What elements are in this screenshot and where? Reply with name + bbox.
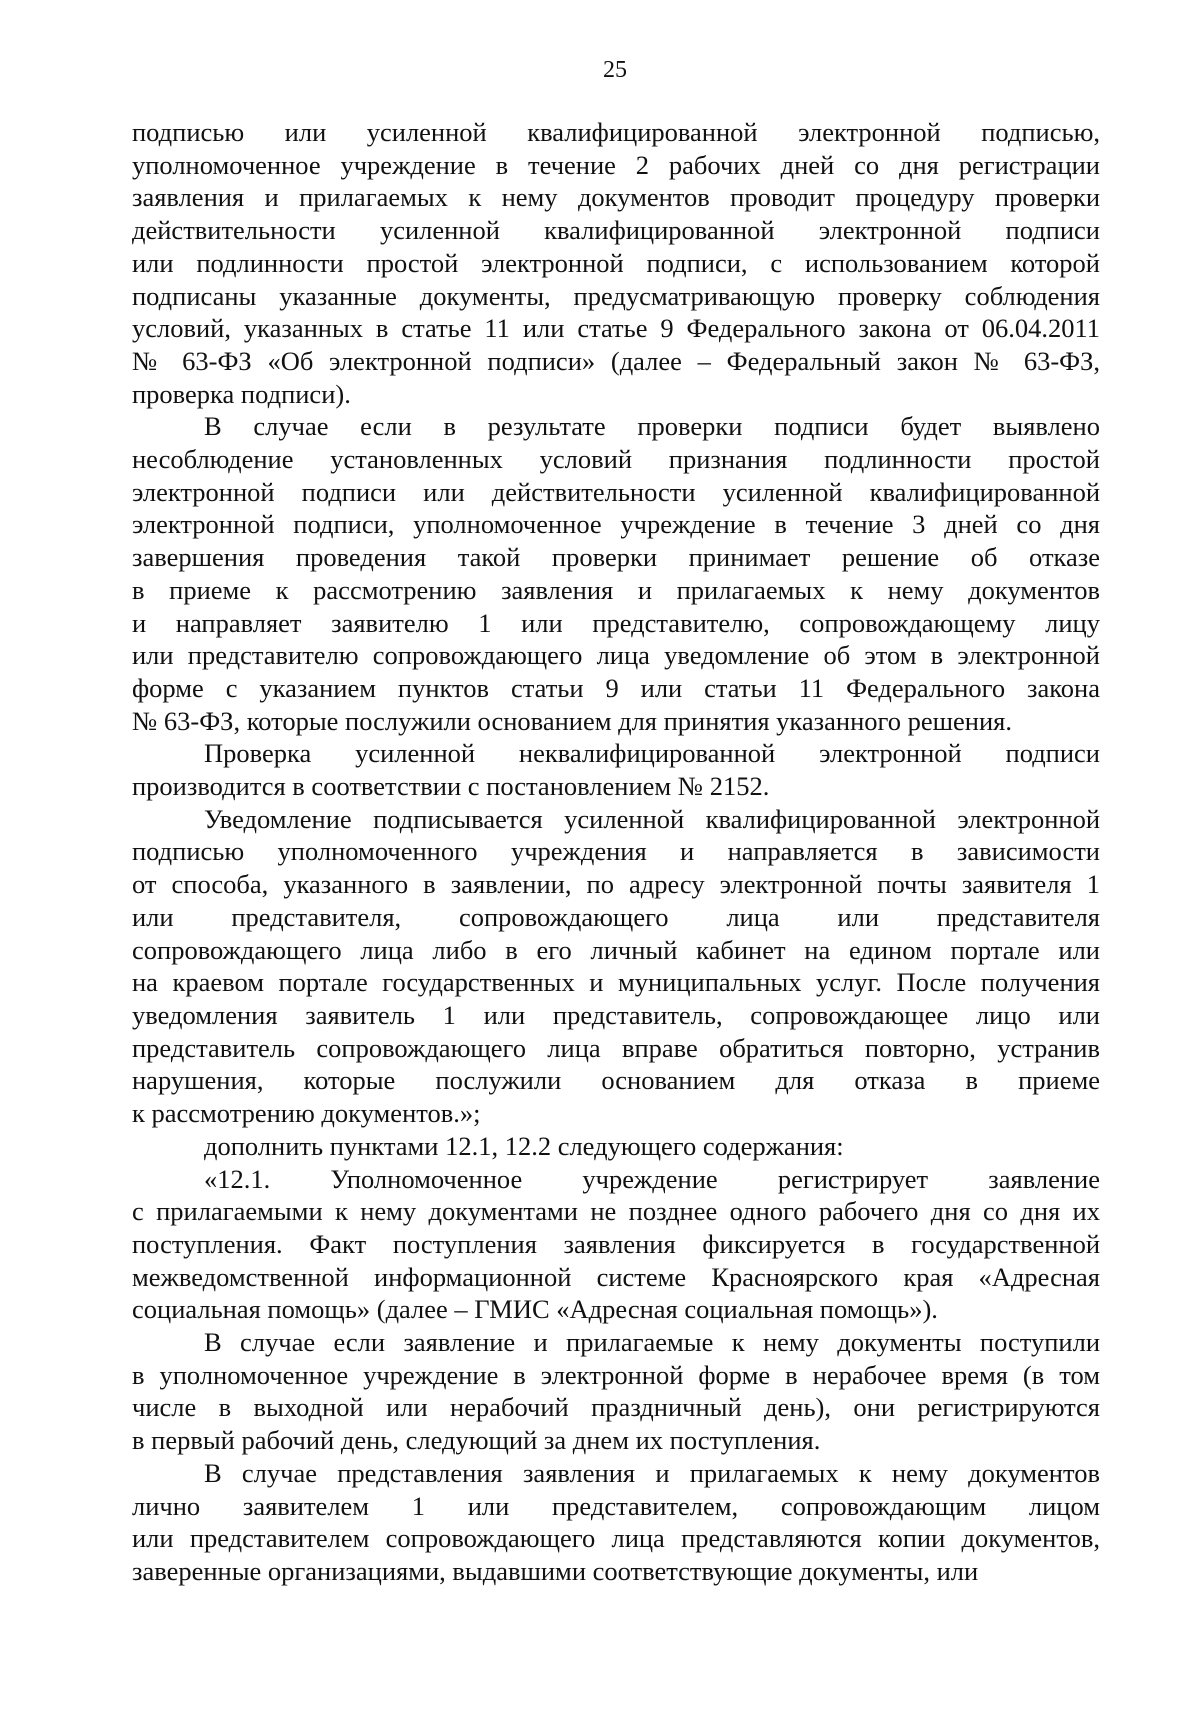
text-line: подписаны указанные документы, предусматривающую проверку соблюдения: [132, 280, 1100, 311]
text-line: форме с указанием пунктов статьи 9 или статьи 11 Федерального закона: [132, 672, 1100, 703]
text-line: электронной подписи или действительности усиленной квалифицированной: [132, 476, 1100, 507]
text-line: заявления и прилагаемых к нему документов проводит процедуру проверки: [132, 182, 1100, 213]
text-line: В случае представления заявления и прилагаемых к нему документов: [204, 1457, 1100, 1488]
text-line: с прилагаемыми к нему документами не позднее одного рабочего дня со дня их: [132, 1196, 1100, 1227]
text-line: уведомления заявитель 1 или представитель, сопровождающее лицо или: [132, 999, 1100, 1030]
paragraph: [132, 410, 1100, 737]
text-line: № 63-ФЗ «Об электронной подписи» (далее – Федеральный закон № 63-ФЗ,: [132, 345, 1100, 376]
text-line: или представителю сопровождающего лица уведомление об этом в электронной: [132, 640, 1100, 671]
text-line: уполномоченное учреждение в течение 2 рабочих дней со дня регистрации: [132, 149, 1100, 180]
text-line: представитель сопровождающего лица вправе обратиться повторно, устранив: [132, 1032, 1100, 1063]
text-line: сопровождающего лица либо в его личный кабинет на едином портале или: [132, 934, 1100, 965]
text-line: на краевом портале государственных и муниципальных услуг. После получения: [132, 967, 1100, 998]
text-line: от способа, указанного в заявлении, по адресу электронной почты заявителя 1: [132, 869, 1100, 900]
text-line: к рассмотрению документов.»;: [132, 1098, 481, 1129]
text-line: подписью уполномоченного учреждения и направляется в зависимости: [132, 836, 1100, 867]
text-line: В случае если заявление и прилагаемые к нему документы поступили: [204, 1327, 1100, 1358]
text-line: в приеме к рассмотрению заявления и прилагаемых к нему документов: [132, 574, 1100, 605]
paragraph: [132, 1326, 1100, 1457]
text-line: условий, указанных в статье 11 или статье 9 Федерального закона от 06.04.2011: [132, 313, 1100, 344]
text-line: заверенные организациями, выдавшими соответствующие документы, или: [132, 1555, 979, 1586]
text-line: или подлинности простой электронной подписи, с использованием которой: [132, 247, 1100, 278]
paragraph: [132, 1130, 1100, 1163]
text-line: в уполномоченное учреждение в электронной форме в нерабочее время (в том: [132, 1359, 1100, 1390]
text-line: несоблюдение установленных условий признания подлинности простой: [132, 444, 1100, 475]
text-line: подписью или усиленной квалифицированной электронной подписью,: [132, 117, 1100, 147]
text-line: производится в соответствии с постановлением № 2152.: [132, 771, 770, 802]
text-line: в первый рабочий день, следующий за днем их поступления.: [132, 1425, 821, 1456]
paragraph: [132, 803, 1100, 1130]
paragraph: [132, 1163, 1100, 1327]
text-line: межведомственной информационной системе Красноярского края «Адресная: [132, 1261, 1100, 1292]
text-line: нарушения, которые послужили основанием для отказа в приеме: [132, 1065, 1100, 1096]
text-line: дополнить пунктами 12.1, 12.2 следующего содержания:: [204, 1130, 844, 1161]
text-line: электронной подписи, уполномоченное учреждение в течение 3 дней со дня: [132, 509, 1100, 540]
text-line: завершения проведения такой проверки принимает решение об отказе: [132, 542, 1100, 573]
text-line: и направляет заявителю 1 или представителю, сопровождающему лицу: [132, 607, 1100, 638]
paragraph: [132, 737, 1100, 802]
paragraph: [132, 1457, 1100, 1588]
text-line: Проверка усиленной неквалифицированной электронной подписи: [204, 738, 1100, 769]
page-number: 25: [603, 57, 627, 83]
text-line: В случае если в результате проверки подписи будет выявлено: [204, 411, 1100, 442]
text-line: № 63-ФЗ, которые послужили основанием для принятия указанного решения.: [132, 705, 1012, 736]
text-line: проверка подписи).: [132, 378, 351, 409]
text-line: числе в выходной или нерабочий праздничный день), они регистрируются: [132, 1392, 1100, 1423]
document-body: [132, 116, 1100, 1588]
text-line: поступления. Факт поступления заявления фиксируется в государственной: [132, 1228, 1100, 1259]
text-line: действительности усиленной квалифицированной электронной подписи: [132, 215, 1100, 246]
text-line: Уведомление подписывается усиленной квалифицированной электронной: [204, 803, 1100, 834]
text-line: или представителя, сопровождающего лица или представителя: [132, 901, 1100, 932]
text-line: «12.1. Уполномоченное учреждение регистрирует заявление: [204, 1163, 1100, 1194]
paragraph: [132, 116, 1100, 410]
text-line: лично заявителем 1 или представителем, сопровождающим лицом: [132, 1490, 1100, 1521]
text-line: социальная помощь» (далее – ГМИС «Адресная социальная помощь»).: [132, 1294, 938, 1325]
text-line: или представителем сопровождающего лица представляются копии документов,: [132, 1523, 1100, 1554]
